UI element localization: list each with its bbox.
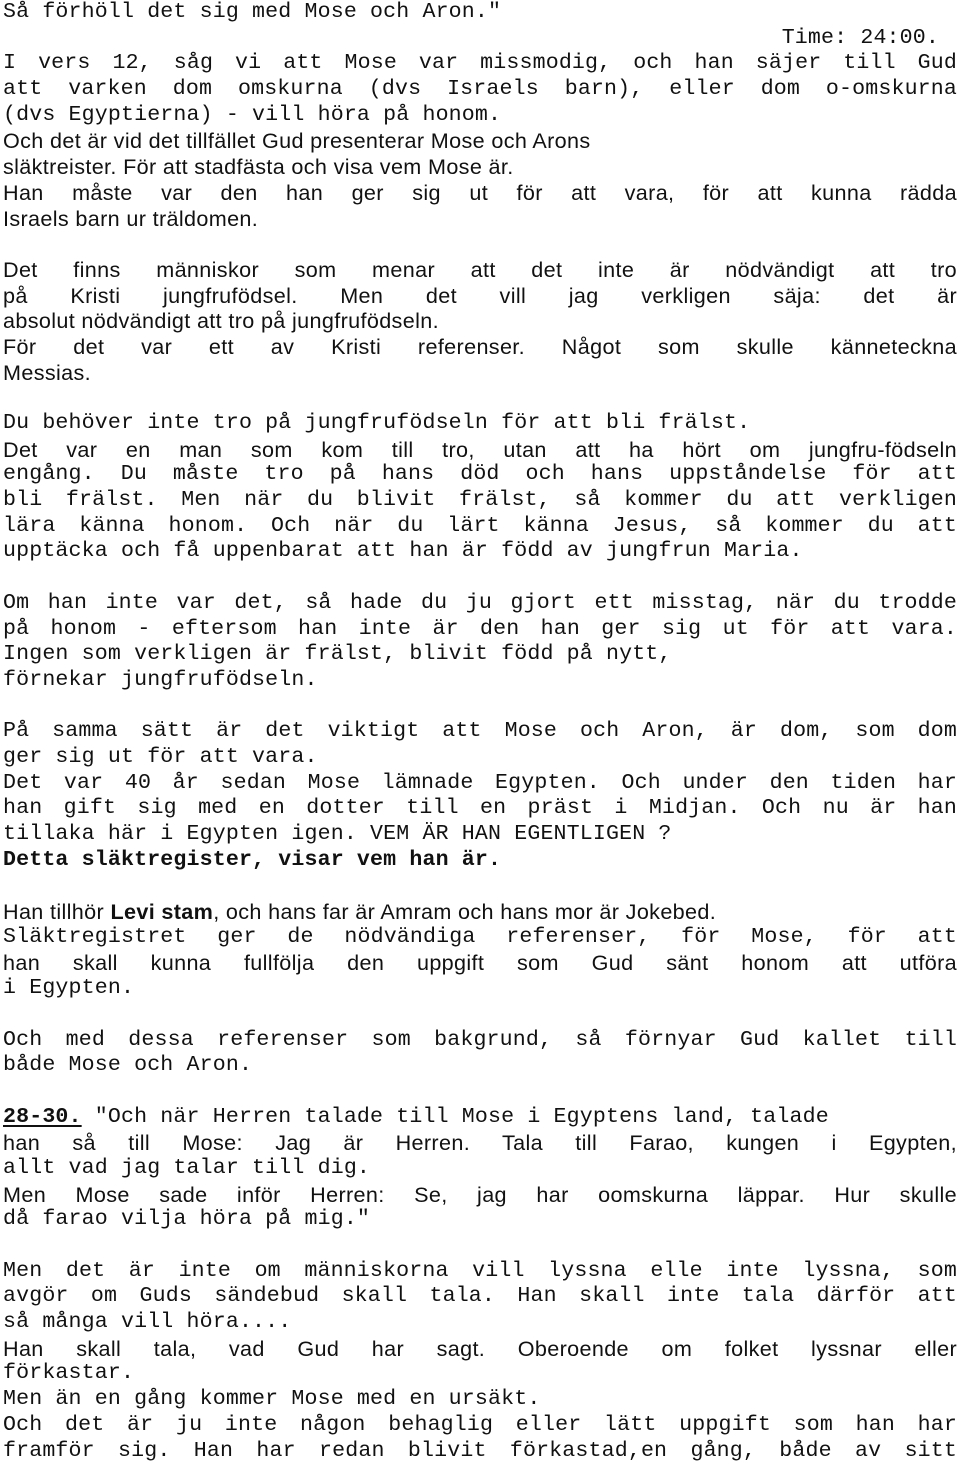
text-segment: Han tillhör (3, 899, 105, 925)
text-segment: , och hans far är Amram och hans mor är Jokebed. (213, 899, 717, 925)
text-line: ger sig ut för att vara. (3, 744, 318, 769)
text-line: släktreister. För att stadfästa och visa vem Mose är. (3, 154, 514, 180)
text-line: Och med dessa referenser som bakgrund, så förnyar Gud kallet till (3, 1027, 957, 1052)
text-line: Släktregistret ger de nödvändiga referenser, för Mose, för att (3, 924, 957, 949)
bold-term: Levi stam (110, 899, 214, 925)
text-line: På samma sätt är det viktigt att Mose och Aron, är dom, som dom (3, 719, 957, 744)
verse-reference: 28-30. (3, 1104, 82, 1129)
text-line: förkastar. (3, 1361, 135, 1386)
text-line: han skall kunna fullfölja den uppgift som Gud sänt honom att utföra (3, 950, 957, 976)
text-line: Men än en gång kommer Mose med en ursäkt. (3, 1387, 541, 1412)
text-line: Och det är vid det tillfället Gud presenterar Mose och Arons (3, 128, 591, 154)
text-line: allt vad jag talar till dig. (3, 1155, 371, 1180)
text-line: Men Mose sade inför Herren: Se, jag har oomskurna läppar. Hur skulle (3, 1181, 957, 1207)
text-line: För det var ett av Kristi referenser. Något som skulle känneteckna (3, 333, 957, 359)
text-segment: "Och när Herren talade till Mose i Egyptens land, talade (81, 1104, 829, 1129)
text-line: Israels barn ur träldomen. (3, 205, 259, 231)
text-line: lära känna honom. Och när du lärt känna Jesus, så kommer du att (3, 513, 957, 538)
paragraph-gap (3, 873, 957, 899)
text-line: tillaka här i Egypten igen. VEM ÄR HAN EGENTLIGEN ? (3, 822, 672, 846)
time-stamp: Time: 24:00. (781, 25, 939, 50)
paragraph-gap (3, 694, 957, 720)
text-line (3, 899, 957, 925)
text-line: både Mose och Aron. (3, 1053, 253, 1078)
text-line: Ingen som verkligen är frälst, blivit född på nytt, (3, 642, 672, 667)
text-line: då farao vilja höra på mig." (3, 1207, 371, 1232)
text-line: Och det är ju inte någon behaglig eller lätt uppgift som han har (3, 1412, 957, 1437)
paragraph-gap (3, 1079, 957, 1105)
text-line: framför sig. Han har redan blivit förkastad,en gång, både av sitt (3, 1438, 957, 1463)
text-line: bli frälst. Men när du blivit frälst, så kommer du att verkligen (3, 488, 957, 513)
text-line: Han skall tala, vad Gud har sagt. Oberoende om folket lyssnar eller (3, 1335, 957, 1361)
text-line: Så förhöll det sig med Mose och Aron." (3, 0, 502, 24)
paragraph-gap (3, 565, 957, 591)
text-line: (dvs Egyptierna) - vill höra på honom. (3, 102, 502, 127)
document-page (3, 0, 957, 1464)
paragraph-gap (3, 231, 957, 257)
bold-heading-line: Detta släktregister, visar vem han är. (3, 847, 502, 872)
text-line: Det var 40 år sedan Mose lämnade Egypten. Och under den tiden har (3, 770, 957, 795)
text-line: Du behöver inte tro på jungfrufödseln för att bli frälst. (3, 411, 751, 435)
text-line: upptäcka och få uppenbarat att han är född av jungfrun Maria. (3, 539, 803, 564)
text-line: i Egypten. (3, 976, 135, 1001)
text-line: förnekar jungfrufödseln. (3, 667, 318, 692)
text-line: I vers 12, såg vi att Mose var missmodig, och han säjer till Gud (3, 51, 957, 76)
text-line: Han måste var den han ger sig ut för att vara, för att kunna rädda (3, 179, 957, 205)
text-line: avgör om Guds sändebud skall tala. Han skall inte tala därför att (3, 1284, 957, 1309)
text-line: att varken dom omskurna (dvs Israels barn), eller dom o-omskurna (3, 77, 957, 102)
text-line: på honom - eftersom han inte är den han ger sig ut för att vara. (3, 616, 957, 641)
text-line: på Kristi jungfrufödsel. Men det vill jag verkligen säja: det är (3, 282, 957, 308)
paragraph-gap (3, 1233, 957, 1259)
text-line: absolut nödvändigt att tro på jungfrufödseln. (3, 308, 439, 334)
text-line: Om han inte var det, så hade du ju gjort ett misstag, när du trodde (3, 590, 957, 615)
paragraph-gap (3, 1002, 957, 1028)
text-line (3, 1105, 957, 1131)
text-line: Men det är inte om människorna vill lyssna elle inte lyssna, som (3, 1258, 957, 1283)
paragraph-gap (3, 385, 957, 411)
text-line: Messias. (3, 359, 91, 385)
text-line: så många vill höra.... (3, 1310, 292, 1335)
text-line: Det var en man som kom till tro, utan att ha hört om jungfru-födseln (3, 436, 957, 462)
text-line: han så till Mose: Jag är Herren. Tala till Farao, kungen i Egypten, (3, 1130, 957, 1156)
text-line: engång. Du måste tro på hans död och hans uppståndelse för att (3, 462, 957, 487)
text-line: Det finns människor som menar att det inte är nödvändigt att tro (3, 256, 957, 282)
text-line: han gift sig med en dotter till en präst i Midjan. Och nu är han (3, 796, 957, 821)
